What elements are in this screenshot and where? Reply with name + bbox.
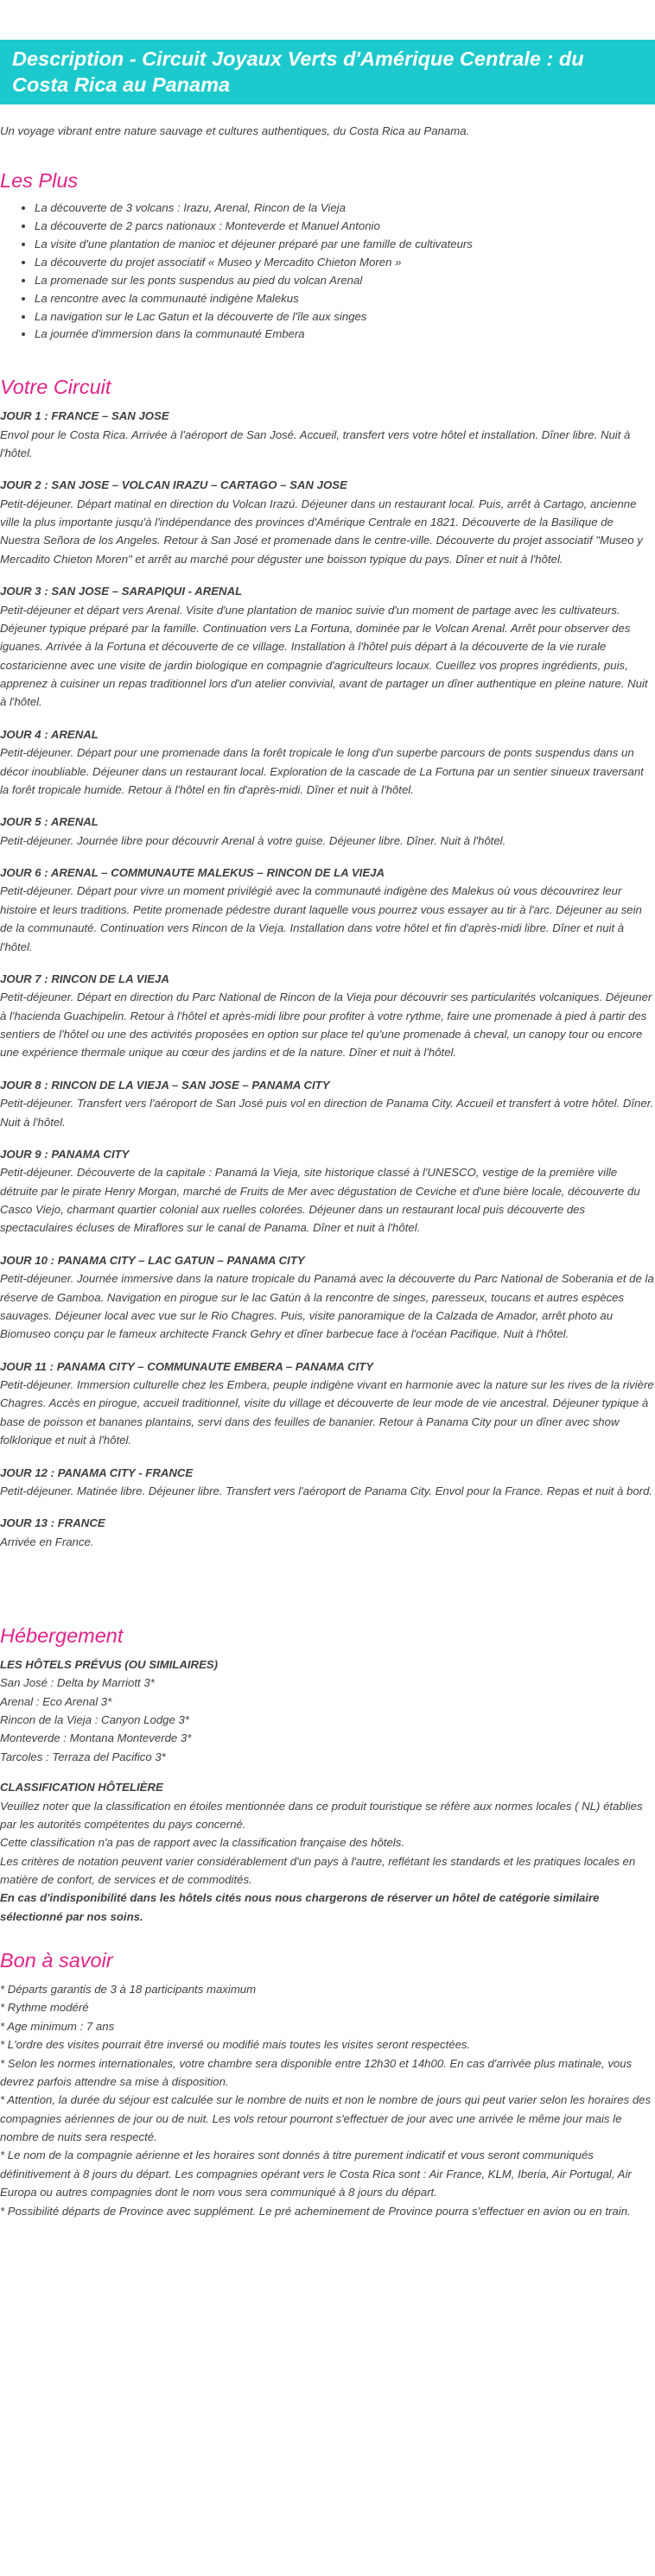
day-description: Petit-déjeuner. Départ en direction du Parc National de Rincon de la Vieja pour découvrir ses particularités volcaniques. Déjeuner à l'hacienda Guachipelin. Retour à l'hôtel et après-midi libre pour profiter à votre rythme, faire une promenade à pied à partir des sentiers de l'hôtel ou une des activités proposées en option sur place tel qu'une promenade à cheval, un canopy tour ou encore une expérience thermale unique au cœur des jardins et de la nature. Dîner et nuit à l'hôtel.	[0, 991, 652, 1060]
day-title: JOUR 5 : ARENAL	[0, 815, 99, 829]
day-title: JOUR 12 : PANAMA CITY - FRANCE	[0, 1465, 194, 1479]
day-block	[0, 970, 655, 1062]
intro-text: Un voyage vibrant entre nature sauvage et cultures authentiques, du Costa Rica au Panama.	[0, 124, 470, 138]
day-title: JOUR 7 : RINCON DE LA VIEJA	[0, 972, 169, 985]
classification-heading: CLASSIFICATION HÔTELIÈRE	[0, 1781, 163, 1794]
day-description: Petit-déjeuner. Immersion culturelle chez les Embera, peuple indigène vivant en harmonie avec la nature sur les rives de la rivière Chagres. Accès en pirogue, accueil traditionnel, visite du village et découverte de leur mode de vie ancestral. Déjeuner typique à base de poisson et bananes plantains, servi dans des feuilles de bananier. Retour à Panama City pour un dîner avec show folklorique et nuit à l'hôtel.	[0, 1378, 654, 1447]
day-block	[0, 476, 655, 568]
bon-a-savoir-item: * Le nom de la compagnie aérienne et les horaires sont donnés à titre purement indicatif et vous seront communiqués définitivement à 8 jours du départ. Les compagnies opérant vers le Costa Rica sont : Air France, KLM, Iberia, Air Portugal, Air Europa ou autres compagnies dont le nom vous sera communiqué à 8 jours du départ.	[0, 2149, 632, 2199]
day-description: Arrivée en France.	[0, 1535, 94, 1548]
bon-a-savoir-item: * Possibilité départs de Province avec supplément. Le pré acheminement de Province pourra s'effectuer en avion ou en train.	[0, 2204, 631, 2218]
classification-note: En cas d'indisponibilité dans les hôtels cités nous nous chargerons de réserver un hôtel de catégorie similaire sélectionné par nos soins.	[0, 1891, 600, 1923]
plus-item: • La découverte de 3 volcans : Irazu, Arenal, Rincon de la Vieja	[35, 199, 655, 218]
hotel-item: Tarcoles : Terraza del Pacifico 3*	[0, 1750, 166, 1763]
day-description: Envol pour le Costa Rica. Arrivée à l'aéroport de San José. Accueil, transfert vers votre hôtel et installation. Dîner libre. Nuit à l'hôtel.	[0, 427, 631, 459]
classification-line: Veuillez noter que la classification en étoiles mentionnée dans ce produit touristique se réfère aux normes locales ( NL) établies par les autorités compétentes du pays concerné.	[0, 1799, 643, 1831]
plus-heading: Les Plus	[0, 168, 79, 192]
spacer	[0, 1565, 655, 1622]
bon-a-savoir-heading: Bon à savoir	[0, 1949, 113, 1972]
day-title: JOUR 6 : ARENAL – COMMUNAUTE MALEKUS – RINCON DE LA VIEJA	[0, 866, 385, 880]
hotel-item: Monteverde : Montana Monteverde 3*	[0, 1731, 192, 1745]
circuit-heading: Votre Circuit	[0, 376, 111, 399]
day-block	[0, 1076, 655, 1131]
day-title: JOUR 13 : FRANCE	[0, 1516, 105, 1530]
hotel-item: San José : Delta by Marriott 3*	[0, 1676, 155, 1690]
circuit-days	[0, 407, 655, 1551]
day-block	[0, 864, 655, 956]
day-title: JOUR 8 : RINCON DE LA VIEJA – SAN JOSE – PANAMA CITY	[0, 1078, 330, 1092]
day-description: Petit-déjeuner. Journée libre pour découvrir Arenal à votre guise. Déjeuner libre. Dîner. Nuit à l'hôtel.	[0, 833, 506, 847]
plus-item: • La rencontre avec la communauté indigène Malekus	[35, 290, 655, 308]
classification-text	[0, 1797, 655, 1889]
day-description: Petit-déjeuner. Matinée libre. Déjeuner libre. Transfert vers l'aéroport de Panama City. Envol pour la France. Repas et nuit à bord.	[0, 1484, 653, 1497]
day-title: JOUR 1 : FRANCE – SAN JOSE	[0, 409, 169, 423]
classification-line: Les critères de notation peuvent varier considérablement d'un pays à l'autre, reflétant les standards et les pratiques locales en matière de confort, de services et de commodités.	[0, 1854, 636, 1887]
day-description: Petit-déjeuner. Découverte de la capitale : Panamá la Vieja, site historique classé à l'UNESCO, vestige de la première ville détruite par le pirate Henry Morgan, marché de Fruits de Mer avec dégustation de Ceviche et d'une bière locale, découverte du Casco Viejo, charmant quartier colonial aux ruelles colorées. Déjeuner dans un restaurant local puis découverte des spectaculaires écluses de Miraflores sur le canal de Panama. Dîner et nuit à l'hôtel.	[0, 1166, 640, 1235]
day-description: Petit-déjeuner et départ vers Arenal. Visite d'une plantation de manioc suivie d'un moment de partage avec les cultivateurs. Déjeuner typique préparé par la famille. Continuation vers La Fortuna, dominée par le Volcan Arenal. Arrêt pour observer des iguanes. Arrivée à la Fortuna et découverte de ce village. Installation à l'hôtel puis départ à la découverte de la vie rurale costaricienne avec une visite de jardin biologique en compagnie d'agriculteurs locaux. Cueillez vos propres ingrédients, puis, apprenez à cuisiner un repas traditionnel lors d'un atelier convivial, avant de partager un dîner authentique en pleine nature. Nuit à l'hôtel.	[0, 603, 648, 709]
day-description: Petit-déjeuner. Départ pour vivre un moment privilégié avec la communauté indigène des Malekus où vous découvrirez leur histoire et leurs traditions. Petite promenade pédestre durant laquelle vous pourrez vous essayer au tir à l'arc. Déjeuner au sein de la communauté. Continuation vers Rincon de la Vieja. Installation dans votre hôtel et fin d'après-midi libre. Dîner et nuit à l'hôtel.	[0, 884, 642, 953]
bon-a-savoir-list	[0, 1980, 655, 2220]
day-title: JOUR 2 : SAN JOSE – VOLCAN IRAZU – CARTAGO – SAN JOSE	[0, 478, 347, 492]
day-block	[0, 1145, 655, 1237]
plus-item: • La visite d'une plantation de manioc et déjeuner préparé par une famille de cultivateurs	[35, 236, 655, 254]
hotels-subheading: LES HÔTELS PRÉVUS (OU SIMILAIRES)	[0, 1657, 219, 1671]
page-title: Description - Circuit Joyaux Verts d'Amérique Centrale : du Costa Rica au Panama	[0, 40, 655, 104]
bon-a-savoir-item: * L'ordre des visites pourrait être inversé ou modifié mais toutes les visites seront respectées.	[0, 2038, 471, 2052]
plus-item: • La journée d'immersion dans la communauté Embera	[35, 326, 655, 344]
bon-a-savoir-item: * Départs garantis de 3 à 18 participants maximum	[0, 1983, 257, 1997]
day-description: Petit-déjeuner. Journée immersive dans la nature tropicale du Panamá avec la découverte du Parc National de Soberania et de la réserve de Gamboa. Navigation en pirogue sur le lac Gatún à la rencontre de singes, paresseux, toucans et autres espèces sauvages. Déjeuner local avec vue sur le Rio Chagres. Puis, visite panoramique de la Calzada de Amador, arrêt photo au Biomuseo conçu par le fameux architecte Franck Gehry et dîner barbecue face à l'océan Pacifique. Nuit à l'hôtel.	[0, 1272, 654, 1341]
day-title: JOUR 4 : ARENAL	[0, 727, 99, 741]
bon-a-savoir-item: * Selon les normes internationales, votre chambre sera disponible entre 12h30 et 14h00. En cas d'arrivée plus matinale, vous devrez parfois attendre sa mise à disposition.	[0, 2056, 633, 2088]
plus-item: • La navigation sur le Lac Gatun et la découverte de l'île aux singes	[35, 308, 655, 326]
bon-a-savoir-item: * Age minimum : 7 ans	[0, 2019, 115, 2033]
day-title: JOUR 11 : PANAMA CITY – COMMUNAUTE EMBERA – PANAMA CITY	[0, 1359, 374, 1373]
classification-line: Cette classification n'a pas de rapport avec la classification française des hôtels.	[0, 1836, 404, 1850]
day-title: JOUR 10 : PANAMA CITY – LAC GATUN – PANAMA CITY	[0, 1253, 305, 1267]
classification-block	[0, 1778, 655, 1926]
day-description: Petit-déjeuner. Transfert vers l'aéroport de San José puis vol en direction de Panama City. Accueil et transfert à votre hôtel. Dîner. Nuit à l'hôtel.	[0, 1097, 654, 1129]
day-title: JOUR 9 : PANAMA CITY	[0, 1147, 130, 1161]
day-block	[0, 1514, 655, 1551]
hotel-item: Arenal : Eco Arenal 3*	[0, 1694, 112, 1708]
day-description: Petit-déjeuner. Départ pour une promenade dans la forêt tropicale le long d'un superbe parcours de ponts suspendus dans un décor inoubliable. Déjeuner dans un restaurant local. Exploration de la cascade de La Fortuna par un sentier sinueux traversant la forêt tropicale humide. Retour à l'hôtel en fin d'après-midi. Dîner et nuit à l'hôtel.	[0, 746, 644, 796]
bon-a-savoir-item: * Rythme modéré	[0, 2001, 89, 2015]
day-block	[0, 1251, 655, 1344]
day-block	[0, 813, 655, 850]
plus-item: • La découverte de 2 parcs nationaux : Monteverde et Manuel Antonio	[35, 218, 655, 236]
day-block	[0, 1464, 655, 1501]
day-block	[0, 1358, 655, 1450]
day-title: JOUR 3 : SAN JOSE – SARAPIQUI - ARENAL	[0, 585, 243, 598]
day-description: Petit-déjeuner. Départ matinal en direction du Volcan Irazú. Déjeuner dans un restaurant local. Puis, arrêt à Cartago, ancienne ville la plus importante jusqu'à l'indépendance des provinces d'Amérique Centrale en 1821. Découverte de la Basilique de Nuestra Señora de los Angeles. Retour à San José et promenade dans le centre-ville. Découverte du projet associatif "Museo y Mercadito Chieton Moren" et arrêt au marché pour déguster une boisson typique du pays. Dîner et nuit à l'hôtel.	[0, 497, 643, 566]
hotel-item: Rincon de la Vieja : Canyon Lodge 3*	[0, 1713, 189, 1727]
day-block	[0, 582, 655, 712]
hebergement-heading: Hébergement	[0, 1624, 124, 1648]
plus-item: • La promenade sur les ponts suspendus au pied du volcan Arenal	[35, 272, 655, 290]
hotels-list	[0, 1674, 655, 1766]
plus-list	[0, 199, 655, 344]
bon-a-savoir-item: * Attention, la durée du séjour est calculée sur le nombre de nuits et non le nombre de jours qui peut varier selon les horaires des compagnies aériennes de jour ou de nuit. Les vols retour pourront s'effectuer de jour avec une arrivée le même jour mais le nombre de nuits sera respecté.	[0, 2093, 652, 2144]
day-block	[0, 725, 655, 800]
plus-item: • La découverte du projet associatif « Museo y Mercadito Chieton Moren »	[35, 254, 655, 272]
day-block	[0, 407, 655, 462]
